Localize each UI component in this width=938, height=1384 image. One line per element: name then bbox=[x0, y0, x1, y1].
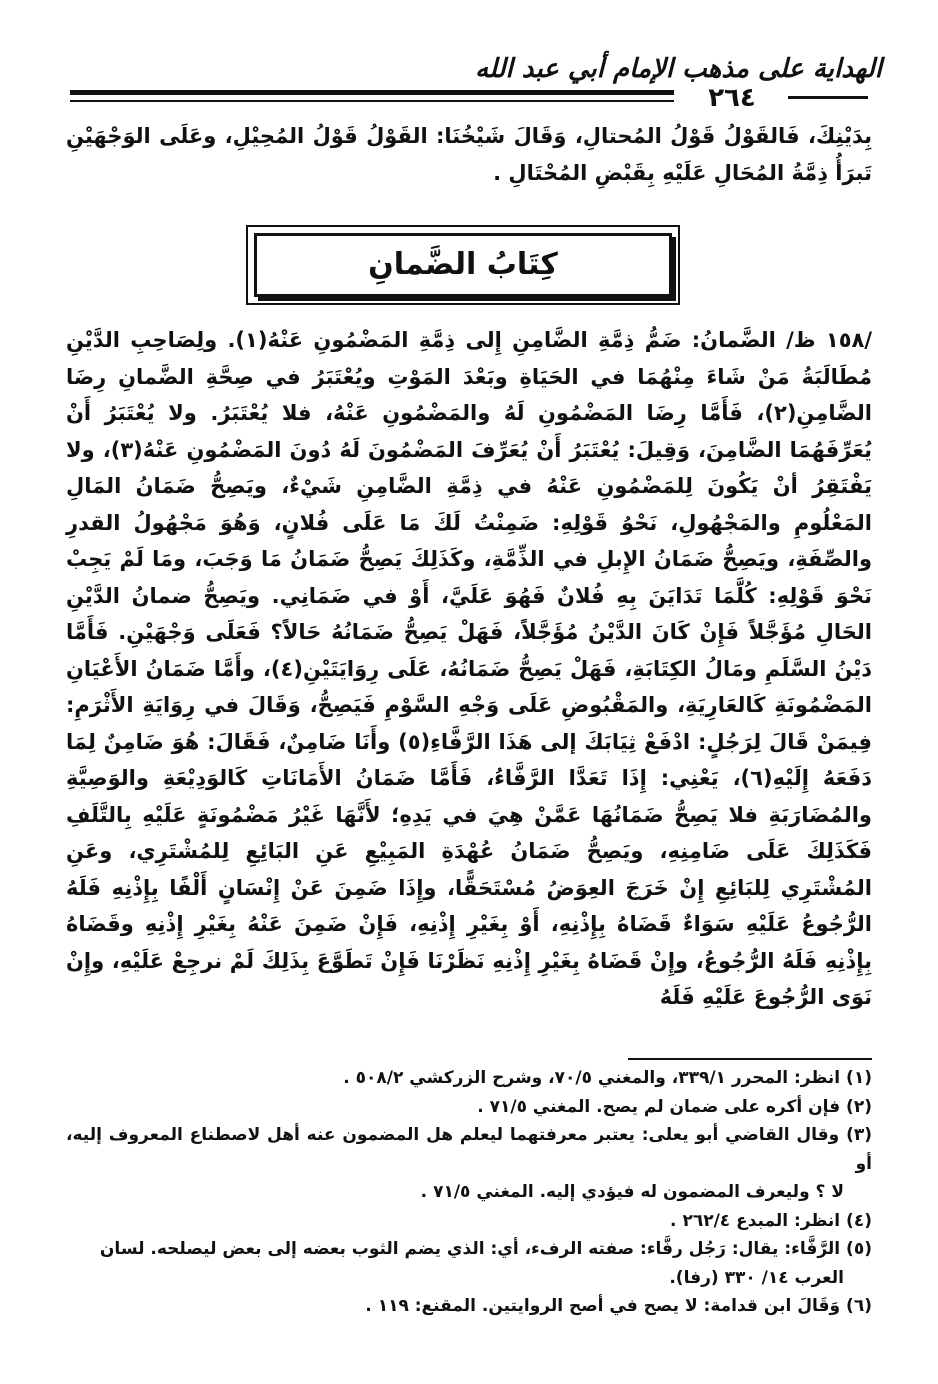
header-rule-short bbox=[788, 96, 868, 99]
footnote bbox=[66, 1207, 872, 1236]
footnote-number: (١) bbox=[846, 1068, 872, 1088]
main-paragraph: /١٥٨ ظ/ الضَّمانُ: ضَمُّ ذِمَّةِ الضَّامِنِ إِلى ذِمَّةِ المَضْمُونِ عَنْهُ(١). ولِصَاحِبِ الدَّيْنِ مُطَالَبَةُ مَنْ شَاءَ مِنْهُمَا في الحَيَاةِ وبَعْدَ المَوْتِ ويُعْتَبَرُ في صِحَّةِ الضَّمانِ رِضَا الضَّامِنِ(٢)، فَأَمَّا رِضَا المَضْمُونِ لَهُ والمَضْمُونِ عَنْهُ، فلا يُعْتَبَرُ. ولا يُعْتَبَرُ أَنْ يُعَرِّفَهُمَا الضَّامِنَ، وَقِيلَ: يُعْتَبَرُ أَنْ يُعَرِّفَ المَضْمُونَ لَهُ دُونَ المَضْمُونِ عَنْهُ(٣)، ولا يَفْتَقِرُ أنْ يَكُونَ لِلمَضْمُونِ عَنْهُ في ذِمَّةِ الضَّامِنِ شَيْءٌ، ويَصِحُّ ضَمَانُ المَالِ المَعْلُومِ والمَجْهُولِ، نَحْوُ قَوْلِهِ: ضَمِنْتُ لَكَ مَا عَلَى فُلانٍ، وَهُوَ مَجْهُولُ القدرِ والصِّفَةِ، ويَصِحُّ ضَمَانُ الإِبلِ في الذِّمَّةِ، وكَذَلِكَ يَصِحُّ ضَمَانُ مَا وَجَبَ، ومَا لَمْ يَجِبْ نَحْوَ قَوْلِهِ: كُلَّمَا تَدَايَنَ بِهِ فُلانٌ فَهُوَ عَلَيَّ، أَوْ في ضَمَانِي. ويَصِحُّ ضمانُ الدَّيْنِ الحَالِ مُؤَجَّلاً فَإِنْ كَانَ الدَّيْنُ مُؤَجَّلاً، فَهَلْ يَصِحُّ ضَمَانُهُ حَالاً؟ فَعَلَى وَجْهَيْنِ. فَأَمَّا دَيْنُ السَّلَمِ ومَالُ الكِتَابَةِ، فَهَلْ يَصِحُّ ضَمَانُهُ، عَلَى رِوَايَتَيْنِ(٤)، وأَمَّا ضَمَانُ الأَعْيَانِ المَضْمُونَةِ كَالعَارِيَةِ، والمَقْبُوضِ عَلَى وَجْهِ السَّوْمِ فَيَصِحُّ، وَقَالَ في رِوَايَةِ الأَثْرَمِ: فِيمَنْ قَالَ لِرَجُلٍ: ادْفَعْ ثِيَابَكَ إلى هَذَا الرَّفَّاءِ(٥) وأَنَا ضَامِنٌ، فَقَالَ: هُوَ ضَامِنٌ لِمَا دَفَعَهُ إِلَيْهِ(٦)، يَعْنِي: إِذَا تَعَدَّا الرَّفَّاءُ، فَأَمَّا ضَمَانُ الأَمَانَاتِ كَالوَدِيْعَةِ والوَصِيَّةِ والمُضَارَبَةِ فلا يَصِحُّ ضَمَانُهَا عَمَّنْ هِيَ في يَدِهِ؛ لأَنَّهَا غَيْرُ مَضْمُونَةٍ عَلَيْهِ بِالتَّلَفِ فَكَذَلِكَ عَلَى ضَامِنِهِ، ويَصِحُّ ضَمَانُ عُهْدَةِ المَبِيْعِ عَنِ البَائِعِ لِلمُشْتَرِي، وعَنِ المُشْتَرِي لِلبَائِعِ إِنْ خَرَجَ العِوَضُ مُسْتَحَقًّا، وإِذَا ضَمِنَ عَنْ إِنْسَانٍ أَلْفًا بِإِذْنِهِ فَلَهُ الرُّجُوعُ عَلَيْهِ سَوَاءٌ قَضَاهُ بِإِذْنِهِ، أَوْ بِغَيْرِ إِذْنِهِ، فَإِنْ ضَمِنَ عَنْهُ بِغَيْرِ إِذْنِهِ وقَضَاهُ بِإِذْنِهِ فَلَهُ الرُّجُوعُ، وإِنْ قَضَاهُ بِغَيْرِ إِذْنِهِ نَظَرْنَا فَإِنْ تَطَوَّعَ بِذَلِكَ لَمْ نرجِعْ عَلَيْهِ، وإِنْ نَوَى الرُّجُوعَ عَلَيْهِ فَلَهُ bbox=[66, 328, 873, 1009]
header-rule-thin bbox=[70, 100, 674, 102]
chapter-title-box bbox=[246, 225, 680, 305]
footnote bbox=[66, 1093, 872, 1122]
running-title: الهداية على مذهب الإمام أبي عبد الله bbox=[475, 54, 882, 84]
footnote bbox=[66, 1235, 872, 1264]
chapter-title-frame bbox=[254, 233, 672, 297]
footnote-number: (٤) bbox=[846, 1210, 872, 1231]
footnote-number: (٦) bbox=[846, 1296, 872, 1316]
chapter-title: كِتَابُ الضَّمانِ bbox=[368, 247, 558, 282]
footnote-text: وقال القاضي أبو يعلى: يعتبر معرفتهما ليعلم هل المضمون عنه أهل لاصطناع المعروف إليه، أو bbox=[66, 1125, 872, 1174]
footnote-continuation: لا ؟ وليعرف المضمون له فيؤدي إليه. المغني ٧١/٥ . bbox=[420, 1182, 844, 1202]
footnote-text: انظر: المحرر ٣٣٩/١، والمغني ٧٠/٥، وشرح الزركشي ٥٠٨/٢ . bbox=[343, 1068, 841, 1088]
footnote-text: انظر: المبدع ٢٦٢/٤ . bbox=[670, 1210, 841, 1231]
footnote-text: الرَّفَّاء: يقال: رَجُل رفَّاء: صفته الرفء، أي: الذي يضم الثوب بعضه إلى بعض ليصلحه. لسان bbox=[99, 1239, 841, 1259]
header-rule-thick bbox=[70, 90, 674, 95]
footnote bbox=[66, 1121, 872, 1178]
footnote bbox=[66, 1292, 872, 1321]
footnote-number: (٣) bbox=[846, 1125, 873, 1145]
page-number: ٢٦٤ bbox=[708, 83, 756, 113]
footnote-number: (٥) bbox=[846, 1239, 872, 1259]
footnote-continuation: العرب ١٤/ ٣٣٠ (رفا). bbox=[669, 1267, 844, 1288]
footnote-text: وَقَالَ ابن قدامة: لا يصح في أصح الروايتين. المقنع: ١١٩ . bbox=[365, 1296, 841, 1316]
footnotes bbox=[66, 1064, 872, 1321]
footnote-text: فإن أكره على ضمان لم يصح. المغني ٧١/٥ . bbox=[477, 1096, 841, 1117]
intro-paragraph: بِدَيْنِكَ، فَالقَوْلُ قَوْلُ المُحتالِ، وَقَالَ شَيْخُنَا: القَوْلُ قَوْلُ المُحِيْلِ، وعَلَى الوَجْهَيْنِ تَبرَأُ ذِمَّةُ المُحَالِ عَلَيْهِ بِقَبْضِ المُحْتَالِ . bbox=[66, 124, 872, 185]
footnote-number: (٢) bbox=[846, 1096, 872, 1117]
footnote-separator bbox=[628, 1058, 872, 1060]
footnote bbox=[66, 1064, 872, 1093]
